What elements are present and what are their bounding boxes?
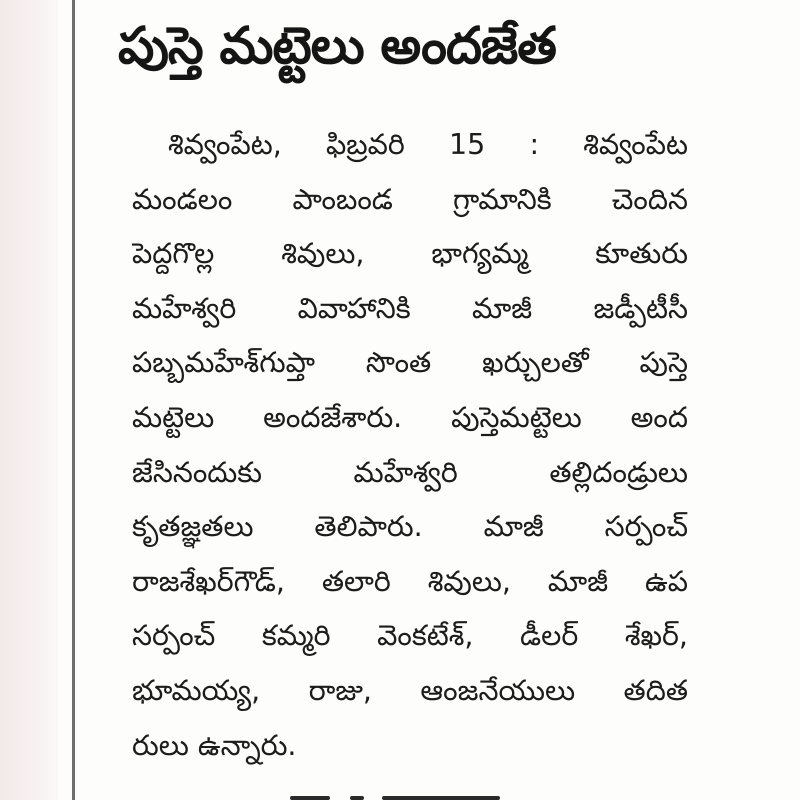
article-line: రులు ఉన్నారు.	[132, 728, 297, 762]
article-line: కృతజ్ఞతలు తెలిపారు. మాజీ సర్పంచ్	[132, 510, 688, 544]
article-line: మహేశ్వరి వివాహానికి మాజీ జడ్పీటీసీ	[132, 291, 688, 325]
article-line: భూమయ్య, రాజు, ఆంజనేయులు తదిత	[132, 673, 688, 707]
article-line: మట్టెలు అందజేశారు. పుస్తెమట్టెలు అంద	[132, 400, 688, 434]
article-line: రాజశేఖర్‌గౌడ్, తలారి శివులు, మాజీ ఉప	[132, 564, 688, 598]
article-line: పెద్దగొల్ల శివులు, భాగ్యమ్మ కూతురు	[132, 237, 688, 271]
article-line: సర్పంచ్ కమ్మరి వెంకటేశ్, డీలర్ శేఖర్,	[132, 619, 688, 653]
next-headline-fragment	[290, 788, 520, 800]
article-line: జేసినందుకు మహేశ్వరి తల్లిదండ్రులు	[132, 455, 688, 489]
adjacent-column-edge	[0, 0, 58, 800]
article-line: శివ్వంపేట, ఫిబ్రవరి 15 : శివ్వంపేట	[168, 128, 688, 161]
article-body	[132, 118, 688, 773]
column-divider	[72, 0, 75, 800]
article-line: మండలం పాంబండ గ్రామానికి చెందిన	[132, 182, 688, 216]
article-line: పబ్బమహేశ్‌గుప్తా సొంత ఖర్చులతో పుస్తె	[132, 346, 688, 380]
article-headline: పుస్తె మట్టెలు అందజేత	[118, 17, 556, 76]
